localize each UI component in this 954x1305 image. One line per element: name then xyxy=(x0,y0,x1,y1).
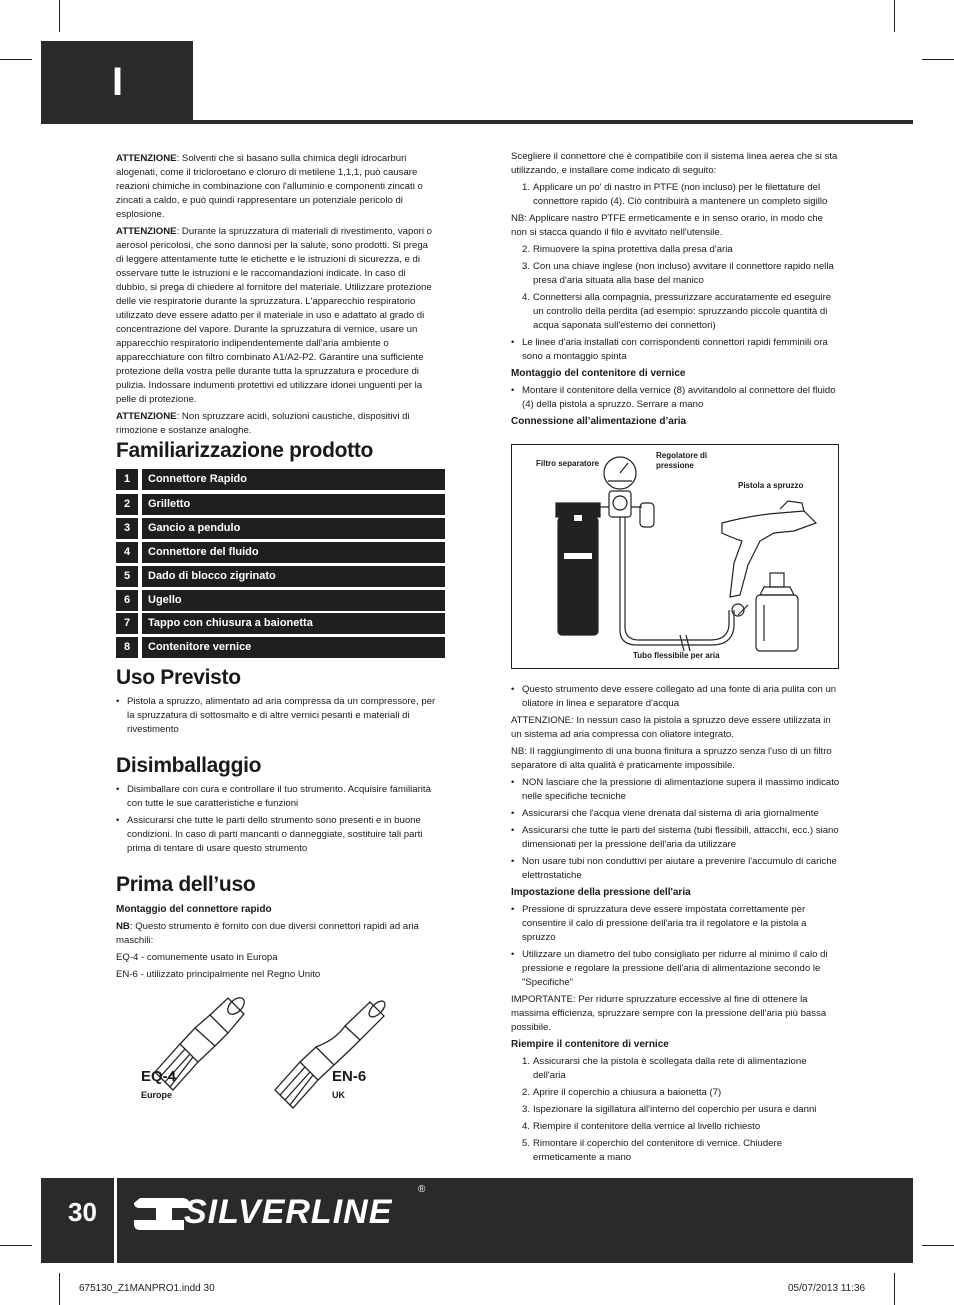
silverline-logo-mark xyxy=(132,1190,192,1234)
intended-use-heading: Uso Previsto xyxy=(116,666,241,689)
list-item: • Assicurarsi che tutte le parti del sistema (tubi flessibili, attacchi, ecc.) siano dimensionati per la pressione dell'aria da utilizzare xyxy=(511,824,841,852)
right-column-bottom xyxy=(511,683,841,1168)
list-item: 2. Aprire il coperchio a chiusura a baionetta (7) xyxy=(522,1087,722,1098)
language-tab xyxy=(41,41,193,123)
list-item: 4. Riempire il contenitore della vernice al livello richiesto xyxy=(522,1121,761,1132)
slug-date: 05/07/2013 11:36 xyxy=(788,1283,866,1294)
crop-mark xyxy=(894,0,895,32)
list-item: • Assicurarsi che tutte le parti dello strumento sono presenti e in buone condizioni. In caso di parti mancanti o danneggiate, sostituire tali parti prima di tentare di usare questo strumento xyxy=(116,814,438,856)
gun-label: Pistola a spruzzo xyxy=(738,481,804,490)
language-code: I xyxy=(112,60,124,104)
warning-paragraph: ATTENZIONE: In nessun caso la pistola a spruzzo deve essere utilizzata in un sistema ad aria compressa con oliatore integrato. xyxy=(511,715,831,740)
eq4-region: Europe xyxy=(141,1090,173,1100)
connector-line: EQ-4 - comunemente usato in Europa xyxy=(116,952,278,963)
before-use-heading: Prima dell’uso xyxy=(116,873,256,896)
parts-row: 5 Dado di blocco zigrinato xyxy=(116,566,445,587)
list-item: • Disimballare con cura e controllare il tuo strumento. Acquisire familiarità con tutte le sue caratteristiche e funzioni xyxy=(116,783,438,811)
unpacking-heading: Disimballaggio xyxy=(116,754,262,777)
page-number: 30 xyxy=(68,1197,97,1227)
right-column-top xyxy=(511,150,841,432)
air-supply-illustration xyxy=(512,445,837,667)
hose-label: Tubo flessibile per aria xyxy=(633,651,720,660)
list-item: 4. Connettersi alla compagnia, pressurizzare accuratamente ed eseguire un controllo della perdita (ad esempio: spruzzando piccole quantità di acqua saponata sull'esterno dei connettori) xyxy=(522,292,832,331)
crop-mark xyxy=(922,1245,954,1246)
warning-paragraph: ATTENZIONE: Solventi che si basano sulla chimica degli idrocarburi alogenati, come il tricloroetano e cloruro di metilene 1,1,1, può causare reazioni chimiche in combinazione con l'alluminio e componenti zincati o zincati a caldo, e può quindi rappresentare un potenziale pericolo di esplosione. xyxy=(116,153,423,220)
warning-paragraph: ATTENZIONE: Durante la spruzzatura di materiali di rivestimento, vapori o aerosol pericolosi, che sono dannosi per la salute, sono prodotti. Si prega di leggere attentamente tutte le etichette e le istruzioni di sicurezza, e di osservare tutte le istruzioni e le raccomandazioni indicate. In caso di dubbio, si prega di chiedere al fornitore del materiale. Utilizzare protezione delle vie respiratorie durante la spruzzatura. L'apparecchio respiratorio utilizzato deve essere adatto per il materiale in uso e adattato al grado di concentrazione del vapore. Durante la spruzzatura di vernice, usare un apparecchio respiratorio indipendentemente dall'aria ambiente o apparecchiature con filtro combinato A1/A2-P2. Garantire una sufficiente protezione della vostra pelle durante tutta la spruzzatura e procedure di pulizia. Indossare indumenti protettivi ed utilizzare idonei unguenti per la pelle di protezione. xyxy=(116,226,433,405)
crop-mark xyxy=(0,1245,32,1246)
quick-connector-illustration xyxy=(140,990,400,1110)
filter-label: Filtro separatore xyxy=(536,459,600,468)
subheading: Montaggio del contenitore di vernice xyxy=(511,368,686,379)
list-item: • Le linee d'aria installati con corrispondenti connettori rapidi femminili ora sono a montaggio spinta xyxy=(511,336,841,364)
unpacking-block xyxy=(116,783,438,859)
air-supply-diagram xyxy=(511,444,839,669)
list-item: 2. Rimuovere la spina protettiva dalla presa d'aria xyxy=(522,244,733,255)
subheading: Riempire il contenitore di vernice xyxy=(511,1039,669,1050)
nb-paragraph: NB: Applicare nastro PTFE ermeticamente e in senso orario, in modo che non si stacca quando il filo è avvitato nell'utensile. xyxy=(511,213,823,238)
familiarization-heading: Familiarizzazione prodotto xyxy=(116,439,374,462)
registered-mark: ® xyxy=(418,1184,426,1195)
intended-use-block xyxy=(116,695,438,740)
important-paragraph: IMPORTANTE: Per ridurre spruzzature eccessive al fine di ottenere la massima efficienza, spruzzare sempre con la pressione dell'aria più bassa possibile. xyxy=(511,994,827,1033)
header-rule xyxy=(41,120,913,124)
parts-row: 2 Grilletto xyxy=(116,494,445,515)
warning-paragraph: ATTENZIONE: Non spruzzare acidi, soluzioni caustiche, dispositivi di rimozione e sostanze analoghe. xyxy=(116,411,410,436)
list-item: • Utilizzare un diametro del tubo consigliato per ridurre al minimo il calo di pressione e regolare la pressione dell'aria di alimentazione secondo le "Specifiche" xyxy=(511,948,841,990)
parts-row: 4 Connettore del fluido xyxy=(116,542,445,563)
en6-region: UK xyxy=(332,1090,345,1100)
list-item: • Questo strumento deve essere collegato ad una fonte di aria pulita con un oliatore in linea e separatore d'acqua xyxy=(511,683,841,711)
list-item: 5. Rimontare il coperchio del contenitore di vernice. Chiudere ermeticamente a mano xyxy=(522,1138,783,1163)
list-item: • Pressione di spruzzatura deve essere impostata correttamente per consentire il calo di pressione dell'aria tra il regolatore e la pistola a spruzzo xyxy=(511,903,841,945)
list-item: • Non usare tubi non conduttivi per aiutare a prevenire l'accumulo di cariche elettrostatiche xyxy=(511,855,841,883)
list-item: 1. Applicare un po' di nastro in PTFE (non incluso) per le filettature del connettore rapido (4). Ciò contribuirà a mantenere un completo sigillo xyxy=(522,182,828,207)
list-item: • Pistola a spruzzo, alimentato ad aria compressa da un compressore, per la spruzzatura di sottosmalto e di altre vernici pesanti e materiali di rivestimento xyxy=(116,695,438,737)
crop-mark xyxy=(894,1273,895,1305)
before-use-block xyxy=(116,901,438,985)
subheading: Connessione all’alimentazione d’aria xyxy=(511,416,687,427)
crop-mark xyxy=(59,0,60,32)
list-item: • NON lasciare che la pressione di alimentazione supera il massimo indicato nelle specifiche tecniche xyxy=(511,776,841,804)
brand-wordmark: SILVERLINE xyxy=(184,1193,393,1231)
footer-divider xyxy=(114,1178,117,1263)
intro-paragraph: Scegliere il connettore che è compatibile con il sistema linea aerea che si sta utilizzando, e installare come indicato di seguito: xyxy=(511,151,838,176)
nb-paragraph: NB: Il raggiungimento di una buona finitura a spruzzo senza l'uso di un filtro separatore di alta qualità è praticamente impossibile. xyxy=(511,746,832,771)
list-item: 1. Assicurarsi che la pistola è scollegata dalla rete di alimentazione dell'aria xyxy=(522,1056,807,1081)
connector-line: EN-6 - utilizzato principalmente nel Regno Unito xyxy=(116,969,321,980)
crop-mark xyxy=(922,59,954,60)
parts-row: 1 Connettore Rapido xyxy=(116,469,445,490)
list-item: 3. Con una chiave inglese (non incluso) avvitare il connettore rapido nella presa d'aria situata alla base del manico xyxy=(522,261,834,286)
parts-row: 3 Gancio a pendulo xyxy=(116,518,445,539)
parts-row: 6 Ugello xyxy=(116,590,445,611)
subheading: Impostazione della pressione dell'aria xyxy=(511,887,691,898)
slug-file: 675130_Z1MANPRO1.indd 30 xyxy=(79,1283,215,1294)
en6-label: EN-6 xyxy=(332,1068,367,1085)
warnings-block xyxy=(116,152,438,441)
crop-mark xyxy=(59,1273,60,1305)
list-item: 3. Ispezionare la sigillatura all'interno del coperchio per usura e danni xyxy=(522,1104,817,1115)
nb-paragraph: NB: Questo strumento è fornito con due diversi connettori rapidi ad aria maschili: xyxy=(116,921,419,946)
list-item: • Montare il contenitore della vernice (8) avvitandolo al connettore del fluido (4) della pistola a spruzzo. Serrare a mano xyxy=(511,384,841,412)
parts-row: 8 Contenitore vernice xyxy=(116,637,445,658)
list-item: • Assicurarsi che l'acqua viene drenata dal sistema di aria giornalmente xyxy=(511,807,841,821)
crop-mark xyxy=(0,59,32,60)
eq4-label: EQ-4 xyxy=(141,1068,177,1085)
parts-row: 7 Tappo con chiusura a baionetta xyxy=(116,613,445,634)
subheading: Montaggio del connettore rapido xyxy=(116,904,272,915)
regulator-label: Regolatore di pressione xyxy=(656,451,708,470)
